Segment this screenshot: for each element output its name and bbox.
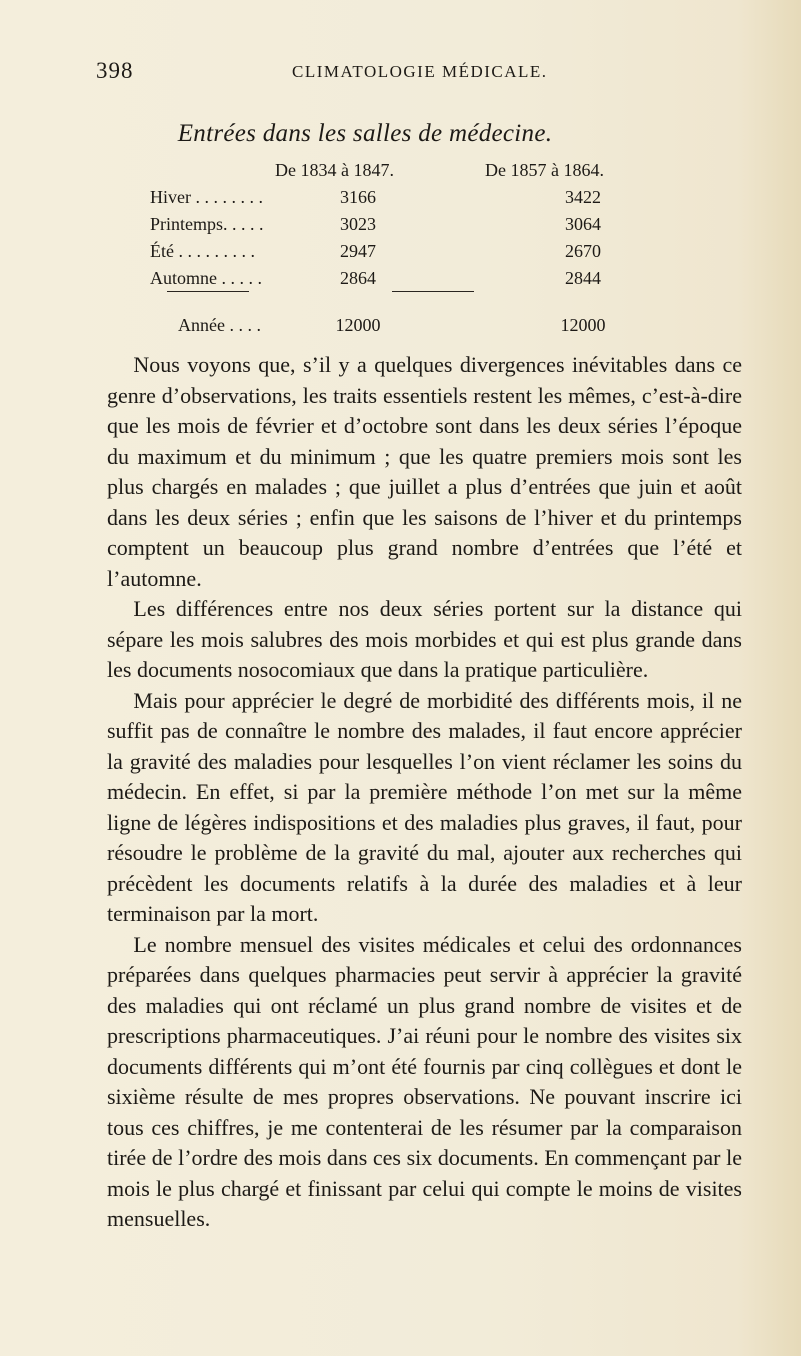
sum-rule [167, 291, 249, 292]
row-label-summer: Été . . . . . . . . . [150, 241, 255, 261]
table-row [150, 214, 670, 241]
table-row [150, 241, 670, 268]
sum-rule [392, 291, 474, 292]
cell-value: 3064 [565, 214, 601, 234]
paragraph: Mais pour apprécier le degré de morbidité des différents mois, il ne suffit pas de connaître le nombre des malades, il faut encore apprécier la gravité des maladies pour lesquelles l’on vient réclamer les soins du médecin. En effet, si par la première méthode l’on met sur la même ligne de légères indispositions et des maladies plus graves, il faut, pour résoudre le problème de la gravité du mal, ajouter aux recherches qui précèdent les documents relatifs à la durée des maladies et à leur terminaison par la mort. [107, 687, 742, 926]
row-label-year: Année . . . . [178, 315, 261, 335]
body-text [107, 350, 742, 1235]
cell-value: 2670 [565, 241, 601, 261]
column-header-1834-1847: De 1834 à 1847. [275, 160, 394, 180]
cell-value: 2947 [340, 241, 376, 261]
admissions-table [150, 160, 670, 342]
table-spacer [150, 295, 670, 315]
paragraph: Le nombre mensuel des visites médicales et celui des ordonnances préparées dans quelques pharmacies peut servir à apprécier la gravité des maladies qui ont réclamé un plus grand nombre de visites et de prescriptions pharmaceutiques. J’ai réuni pour le nombre des visites six documents différents qui m’ont été fournis par cinq collègues et dont le sixième résulte de mes propres observations. Ne pouvant inscrire ici tous ces chiffres, je me contenterai de les résumer par la comparaison tirée de l’ordre des mois dans ces six documents. En commençant par le mois le plus chargé et finissant par celui qui compte le moins de visites mensuelles. [107, 931, 742, 1231]
paragraph: Les différences entre nos deux séries portent sur la distance qui sépare les mois salubres des mois morbides et qui est plus grande dans les documents nosocomiaux que dans la pratique particulière. [107, 596, 742, 682]
row-label-spring: Printemps. . . . . [150, 214, 264, 234]
table-total-row [150, 315, 670, 342]
cell-value: 3166 [340, 187, 376, 207]
total-value: 12000 [560, 315, 606, 335]
table-row [150, 187, 670, 214]
total-value: 12000 [335, 315, 381, 335]
paragraph: Nous voyons que, s’il y a quelques divergences inévitables dans ce genre d’observations, les traits essentiels restent les mêmes, c’est-à-dire que les mois de février et d’octobre sont dans les deux séries l’époque du maximum et du minimum ; que les quatre premiers mois sont les plus chargés en malades ; que juillet a plus d’entrées que juin et août dans les deux séries ; enfin que les saisons de l’hiver et du printemps comptent un beaucoup plus grand nombre d’entrées que l’été et l’automne. [107, 352, 742, 591]
cell-value: 2864 [340, 268, 376, 288]
cell-value: 2844 [565, 268, 601, 288]
column-header-1857-1864: De 1857 à 1864. [485, 160, 604, 180]
cell-value: 3023 [340, 214, 376, 234]
row-label-winter: Hiver . . . . . . . . [150, 187, 263, 207]
page-number: 398 [96, 58, 134, 83]
table-header-row [150, 160, 670, 187]
cell-value: 3422 [565, 187, 601, 207]
row-label-autumn: Automne . . . . . [150, 268, 262, 288]
running-title: CLIMATOLOGIE MÉDICALE. [292, 62, 548, 81]
table-title: Entrées dans les salles de médecine. [177, 120, 553, 147]
page-header [96, 58, 741, 88]
